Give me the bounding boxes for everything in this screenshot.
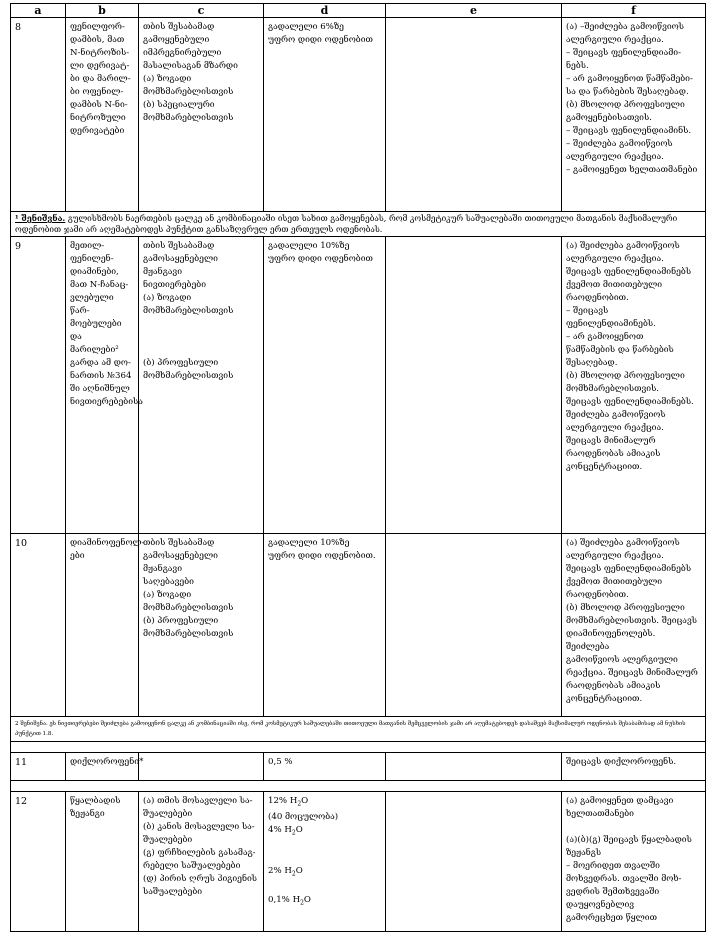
text-line: ბი და მარილ-: [70, 74, 131, 84]
text-line: ნართის №364: [70, 371, 132, 381]
text-line: [143, 318, 259, 331]
text-line: რაოდენობით.: [566, 293, 629, 303]
row-number: 12: [11, 792, 66, 932]
text-line: ალერგიული რეაქცია.: [566, 35, 664, 45]
spacer-row: [11, 742, 706, 753]
text-line: რაოდენობას ამიაკის: [566, 449, 661, 459]
text-line: რებელი საშუალებები: [143, 861, 241, 871]
row-number: 8: [11, 18, 66, 212]
text-line: (ბ) სპეციალური: [143, 100, 215, 110]
text-line: დაუყოვნებლივ: [566, 900, 635, 910]
text-line: ნივთიერებები: [143, 280, 207, 290]
note-row-2: [11, 717, 706, 742]
table-row-12: [11, 792, 706, 932]
other-limitations: [386, 534, 562, 717]
other-limitations: [386, 792, 562, 932]
header-row: [11, 4, 706, 18]
text-line: (ა) –შეიძლება გამოიწვიოს: [566, 22, 684, 32]
other-limitations: [386, 237, 562, 534]
text-line: (ბ) მხოლოდ პროფესიული: [566, 371, 685, 381]
text-line: დიამინები,: [70, 267, 119, 277]
text-line: შესაღებად.: [566, 358, 618, 368]
text-line: – არ გამოიყენოთ: [566, 332, 644, 342]
warning-text: [562, 792, 706, 932]
text-line: (ბ) პროფესიული: [143, 358, 219, 368]
text-line: ხელთათმანები: [566, 809, 634, 819]
text-line: ქვემოთ მითითებული: [566, 577, 663, 587]
text-line: დერივატები: [70, 126, 125, 136]
text-line: [143, 331, 259, 344]
text-line: მოხვედრას. თვალში მოხ-: [566, 874, 682, 884]
warning-text: [562, 237, 706, 534]
col-header-a: a: [11, 4, 66, 18]
text-line: ალერგიული რეაქცია.: [566, 152, 664, 162]
text-line: წამწამების და წარბების: [566, 345, 674, 355]
text-line: შუალებები: [143, 809, 193, 819]
text-line: (დ) პირის ღრუს ჰიგიენის: [143, 874, 258, 884]
text-line: ვლებული: [70, 293, 114, 303]
text-line: შეიცავს დიქლოროფენს.: [566, 757, 677, 767]
text-line: შეიცავს ფენილენდიამინებს: [566, 564, 692, 574]
substance-name: [66, 237, 143, 534]
text-line: დამბის, მათ: [70, 35, 125, 45]
max-concentration: [264, 753, 386, 781]
text-line: შეიცავს ფენილენდიამინებს: [566, 267, 692, 277]
text-line: (ა) ზოგადი: [143, 293, 192, 303]
text-line: [143, 344, 259, 357]
text-line: გამორეცხეთ წყლით: [566, 913, 657, 923]
text-line: (ბ) მხოლოდ პროფესიული: [566, 603, 685, 613]
footnote-text: გულისხმობს ნაერთების ცალკე ან კომბინაციაში ისეთ სახით გამოყენებას, რომ კოსმეტიკურ საშუალებაში თითოეული მათგანის მაქსიმალური ოდენობით ჯამი არ აღემატებოდეს პუნქტით განსაზღვრულ ერთ ერთეულს ოდენობას.: [15, 213, 678, 234]
conc-line: 0,1% $H_2O$: [268, 895, 311, 907]
text-line: – არ გამოიყენოთ წამწამები-: [566, 74, 693, 84]
text-line: 0,5 %: [268, 757, 293, 767]
row-number: 10: [11, 534, 66, 717]
text-line: ფენილფორ-: [70, 22, 125, 32]
table-row-11: [11, 753, 706, 781]
text-line: (გ) ფრჩხილების გასამაგ-: [143, 848, 256, 858]
text-line: გამოსაყენებელი მჟანგავი: [143, 254, 218, 277]
text-line: კონცენტრაციით.: [566, 462, 643, 472]
col-header-f: f: [562, 4, 706, 18]
text-line: (ა) შეიძლება გამოიწვიოს: [566, 538, 680, 548]
max-concentration: [264, 18, 386, 212]
text-line: (ა) გამოიყენეთ დამცავი: [566, 796, 674, 806]
text-line: გამოყენებული: [143, 35, 210, 45]
text-line: დიქლოროფენი*: [70, 757, 144, 767]
table-row-8: [11, 18, 706, 212]
row-number: 11: [11, 753, 66, 781]
max-concentration: [264, 792, 386, 932]
text-line: ფენილენ-: [70, 254, 114, 264]
field-of-use: [139, 534, 264, 717]
field-of-use: [139, 792, 264, 932]
text-line: კონცენტრაციით.: [566, 694, 643, 704]
field-of-use: [139, 18, 264, 212]
text-line: დიამინოფენოლებს. შეიძლება: [566, 629, 656, 652]
text-line: უფრო დიდი ოდენობით: [268, 254, 373, 264]
text-line: ლი დერივატ-: [70, 61, 130, 71]
field-of-use: [139, 237, 264, 534]
text-line: მომხმარებლისთვის: [143, 87, 234, 97]
text-line: უფრო დიდი ოდენობით: [268, 35, 373, 45]
text-line: (ბ) მხოლოდ პროფესიული: [566, 100, 685, 110]
text-line: ნიტროზული: [70, 113, 126, 123]
text-line: მასალისაგან მზარდი: [143, 61, 238, 71]
warning-text: [562, 534, 706, 717]
warning-text: [562, 18, 706, 212]
text-line: მომხმარებლისთვის. შეიცავს: [566, 616, 697, 626]
col-header-d: d: [264, 4, 386, 18]
text-line: საღებავები: [143, 577, 194, 587]
text-line: მომხმარებლისთვის.: [566, 384, 660, 394]
conc-line: 12% $H_2O$: [268, 796, 309, 808]
text-line: – შეიძლება გამოიწვიოს: [566, 139, 673, 149]
text-line: მომხმარებლისთვის: [143, 629, 234, 639]
text-line: მომხმარებლისთვის: [143, 306, 234, 316]
text-line: გამოსაყენებელი მჟანგავი: [143, 551, 218, 574]
substance-name: [66, 18, 139, 212]
text-line: გადალელი 6%ზე: [268, 22, 344, 32]
text-line: მომხმარებლისთვის: [143, 603, 234, 613]
text-line: თბის შესაბამად: [143, 241, 215, 251]
text-line: ალერგიული რეაქცია.: [566, 254, 664, 264]
text-line: ზეჟანგი: [70, 809, 105, 819]
text-line: ქვემოთ მითითებული: [566, 280, 663, 290]
substance-name: [66, 792, 139, 932]
text-line: ები: [70, 551, 85, 561]
text-line: თბის შესაბამად: [143, 538, 215, 548]
table-row-10: [11, 534, 706, 717]
text-line: (ა)(ბ)(გ) შეიცავს წყალბადის: [566, 835, 692, 845]
text-line: [566, 821, 701, 834]
text-line: (ა) შეიძლება გამოიწვიოს: [566, 241, 680, 251]
text-line: მათ N-ჩანაც-: [70, 280, 129, 290]
text-line: (ა) თმის მოსავლელი სა-: [143, 796, 253, 806]
substance-name: [66, 534, 145, 717]
text-line: (ბ) კანის მოსავლელი სა-: [143, 822, 255, 832]
text-line: რაოდენობას ამიაკის: [566, 681, 661, 691]
text-line: რეაქცია. შეიცავს მინიმალურ: [566, 668, 698, 678]
text-line: უფრო დიდი ოდენობით.: [268, 551, 376, 561]
text-line: ბი ოფენილ-: [70, 87, 124, 97]
cosmetic-ingredients-table: [10, 3, 706, 932]
text-line: მომხმარებლისთვის: [143, 371, 234, 381]
text-line: იმპრეგნირებული: [143, 48, 222, 58]
text-line: (ა) ზოგადი: [143, 74, 192, 84]
text-line: ნივთიერებებისა: [70, 397, 143, 407]
text-line: მეთილ-: [70, 241, 105, 251]
text-line: (ა) ზოგადი: [143, 590, 192, 600]
text-line: შეიცავს ფენილენდიამინებს.: [566, 397, 694, 407]
text-line: წარ-: [70, 306, 90, 316]
text-line: საშუალებები: [143, 887, 203, 897]
text-line: შეიცავს მინიმალურ: [566, 436, 656, 446]
text-line: – გამოიყენეთ ხელთათმანები: [566, 165, 698, 175]
text-line: მოებულები და: [70, 319, 122, 342]
warning-text: [562, 753, 706, 781]
substance-name: [66, 753, 144, 781]
text-line: სა და წარბების შესაღებად.: [566, 87, 689, 97]
footnote-label: ¹ შენიშვნა.: [15, 213, 66, 223]
max-concentration: [264, 534, 386, 717]
footnote-2: 2 შენიშვნა. ეს ნივთიერებები შეიძლება გამოიყენონ ცალკე ან კომბინაციაში ისე, რომ კოსმეტიკურ საშუალებაში თითოეული მათგანის შემცველობის ჯამი არ აღემატებოდეს დასაშვებ მაქსიმალურ ოდენობას შესაბამისად ამ ნუსხის პუნქტით 1.8.: [11, 717, 706, 742]
text-line: წყალბადის: [70, 796, 121, 806]
text-line: – მოერიდეთ თვალში: [566, 861, 660, 871]
text-line: ალერგიული რეაქცია.: [566, 551, 664, 561]
text-line: გადალელი 10%ზე: [268, 241, 350, 251]
text-line: ვედრის შემთხვევაში: [566, 887, 660, 897]
text-line: მარილები²: [70, 345, 119, 355]
text-line: გამოიწვიოს ალერგიული: [566, 655, 678, 665]
text-line: მომხმარებლისთვის: [143, 113, 234, 123]
text-line: ზეჟანგს: [566, 848, 602, 858]
note-row-1: [11, 212, 706, 237]
conc-line: 2% $H_2O$: [268, 866, 303, 879]
text-line: – შეიცავს ფენილენდიამინს.: [566, 126, 692, 136]
footnote-1: [11, 212, 706, 237]
text-line: გარდა ამ დო-: [70, 358, 131, 368]
text-line: შეიძლება გამოიწვიოს: [566, 410, 666, 420]
text-line: ნებს.: [566, 61, 589, 71]
text-line: ალერგიული რეაქცია.: [566, 423, 664, 433]
col-header-c: c: [139, 4, 264, 18]
text-line: – შეიცავს ფენილენდიამი-: [566, 48, 682, 58]
text-line: გამოყენებისათვის.: [566, 113, 652, 123]
conc-line: 4% $H_2O$: [268, 824, 303, 837]
field-of-use: [139, 753, 264, 781]
text-line: დიამინოფენოლ-: [70, 538, 145, 548]
col-header-b: b: [66, 4, 139, 18]
other-limitations: [386, 18, 562, 212]
text-line: – შეიცავს: [566, 306, 609, 316]
text-line: ში აღნიშნულ: [70, 384, 130, 394]
col-header-e: e: [386, 4, 562, 18]
text-line: შუალებები: [143, 835, 193, 845]
row-number: 9: [11, 237, 66, 534]
text-line: რაოდენობით.: [566, 590, 629, 600]
conc-line: (40 მოცულობა): [268, 811, 339, 822]
text-line: (ბ) პროფესიული: [143, 616, 219, 626]
text-line: გადალელი 10%ზე: [268, 538, 350, 548]
spacer-row: [11, 781, 706, 792]
max-concentration: [264, 237, 386, 534]
text-line: ფენილენდიამინებს.: [566, 319, 656, 329]
text-line: თბის შესაბამად: [143, 22, 215, 32]
text-line: N-ნიტროზის-: [70, 48, 130, 58]
text-line: დამბის N-ნი-: [70, 100, 128, 110]
other-limitations: [386, 753, 562, 781]
table-row-9: [11, 237, 706, 534]
